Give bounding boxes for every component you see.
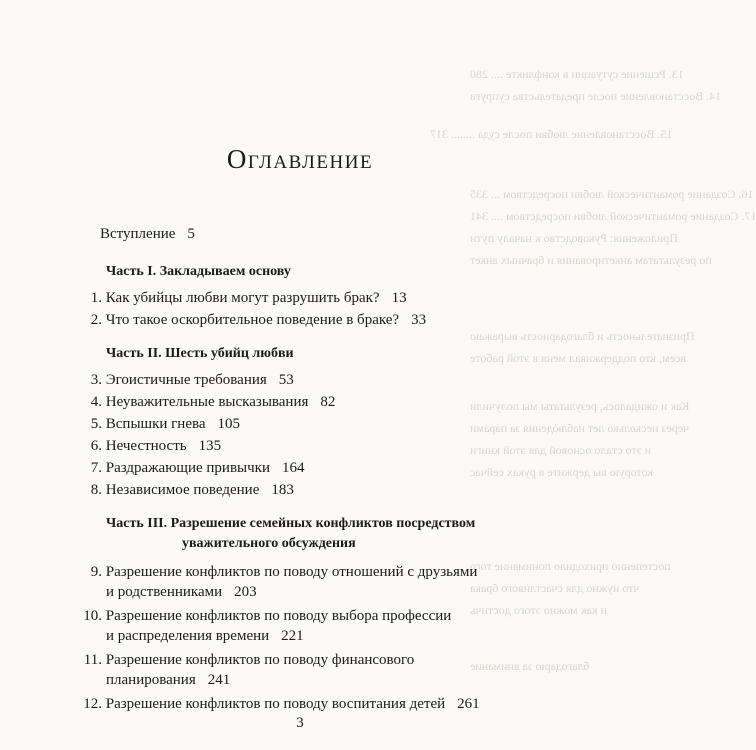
chapter-number: 10. [83, 608, 102, 624]
chapter-number: 6. [90, 438, 102, 454]
toc-intro-page: 5 [187, 226, 195, 242]
chapter-page: 183 [271, 482, 294, 498]
toc-chapter-6[interactable] [80, 436, 221, 456]
chapter-number: 1. [90, 290, 102, 306]
chapter-title: Вспышки гнева [105, 416, 206, 432]
chapter-title: Независимое поведение [105, 482, 260, 498]
toc-chapter-5[interactable] [80, 414, 240, 434]
chapter-page: 13 [391, 290, 407, 306]
toc-chapter-2[interactable] [80, 310, 426, 330]
chapter-title: Разрешение конфликтов по поводу воспитания детей [105, 696, 446, 712]
chapter-page: 261 [457, 696, 480, 712]
toc-chapter-11[interactable] [80, 650, 414, 670]
chapter-title: Неуважительные высказывания [105, 394, 309, 410]
toc-intro[interactable] [100, 224, 195, 244]
chapter-title: Нечестность [105, 438, 187, 454]
chapter-page: 241 [207, 672, 231, 688]
page-title: Оглавление [226, 144, 374, 174]
chapter-number: 3. [90, 372, 102, 388]
toc-chapter-9[interactable] [80, 562, 477, 582]
chapter-title: Как убийцы любви могут разрушить брак? [105, 290, 380, 306]
toc-chapter-4[interactable] [80, 392, 335, 412]
toc-chapter-9-cont[interactable] [106, 582, 257, 602]
chapter-number: 4. [90, 394, 102, 410]
chapter-number: 7. [90, 460, 102, 476]
chapter-number: 5. [90, 416, 102, 432]
chapter-number: 9. [90, 564, 102, 580]
chapter-title: Разрешение конфликтов по поводу выбора профессии [105, 608, 452, 624]
toc-chapter-12[interactable] [80, 694, 480, 714]
chapter-number: 2. [90, 312, 102, 328]
part-3-heading-line-2: уважительного обсуждения [182, 536, 356, 551]
chapter-title: Эгоистичные требования [105, 372, 267, 388]
chapter-page: 221 [281, 628, 304, 644]
chapter-title-cont: и родственниками [106, 584, 223, 600]
chapter-number: 8. [90, 482, 102, 498]
chapter-title: Разрешение конфликтов по поводу отношений с друзьями [105, 564, 478, 580]
chapter-title: Разрешение конфликтов по поводу финансового [105, 652, 415, 668]
chapter-page: 82 [320, 394, 336, 410]
toc-chapter-11-cont[interactable] [106, 670, 230, 690]
chapter-page: 164 [281, 460, 305, 476]
part-1-heading: Часть I. Закладываем основу [106, 264, 291, 279]
toc-intro-label: Вступление [100, 226, 176, 242]
chapter-title: Раздражающие привычки [105, 460, 270, 476]
chapter-title-cont: и распределения времени [106, 628, 270, 644]
part-2-heading: Часть II. Шесть убийц любви [106, 346, 294, 361]
toc-chapter-10-cont[interactable] [106, 626, 304, 646]
toc-chapter-7[interactable] [80, 458, 304, 478]
chapter-number: 12. [83, 696, 102, 712]
chapter-page: 135 [198, 438, 222, 454]
toc-chapter-3[interactable] [80, 370, 294, 390]
chapter-page: 33 [411, 312, 427, 328]
chapter-page: 105 [217, 416, 241, 432]
chapter-page: 53 [278, 372, 294, 388]
toc-chapter-1[interactable] [80, 288, 407, 308]
book-page: 13. Рсшение сутуации в конфликте .... 280 14. Восстановление после предательства супруга 15. Восстановление любви после суда ........ 317 16. Создание романтической любви посредством ... 335 17. Создание романтической любви посредством .... 341 Приложения: Руководство к началу пути по результатам анкетирования и брачных анкет Признательность и благодарность выражаю всем, кто поддерживал меня в этой работе Как и ожидалось, результаты мы получили через несколько лет наблюдения за парами и это стало основой для этой книги которую вы держите в руках сейчас постепенно приходило понимание того что нужно для счастливого брака и как можно этого достичь благодарю за внимание Оглавление Вступление 5 Часть I. Закладываем основу 1. Как убийцы любви могут разрушить брак? 13 2. Что такое оскорбительное поведение в браке? 33 Часть II. Шесть убийц любви 3. Эгоистичные требования 53 4. Неуважительные высказывания 82 5. Вспышки гнева 105 6. Нечестность 135 7. Раздражающие привычки 164 8. Независимое поведение 183 Часть III. Разрешение семейных конфликтов посредством уважительного обсуждения 9. Разрешение конфликтов по поводу отношений с друзьями и родственниками 203 10. Разрешение конфликтов по поводу выбора профессии и распределения времени 221 11. Разрешение конфликтов по поводу финансового планирования 241 12. Разрешение конфликтов по поводу воспитания детей 261 3 [0, 0, 600, 750]
page-number: 3 [296, 715, 304, 731]
chapter-title-cont: планирования [106, 672, 196, 688]
part-3-heading-line-1: Часть III. Разрешение семейных конфликтов посредством [106, 516, 476, 531]
chapter-title: Что такое оскорбительное поведение в браке? [105, 312, 400, 328]
chapter-number: 11. [83, 652, 102, 668]
toc-chapter-8[interactable] [80, 480, 294, 500]
toc-chapter-10[interactable] [80, 606, 451, 626]
chapter-page: 203 [234, 584, 257, 600]
